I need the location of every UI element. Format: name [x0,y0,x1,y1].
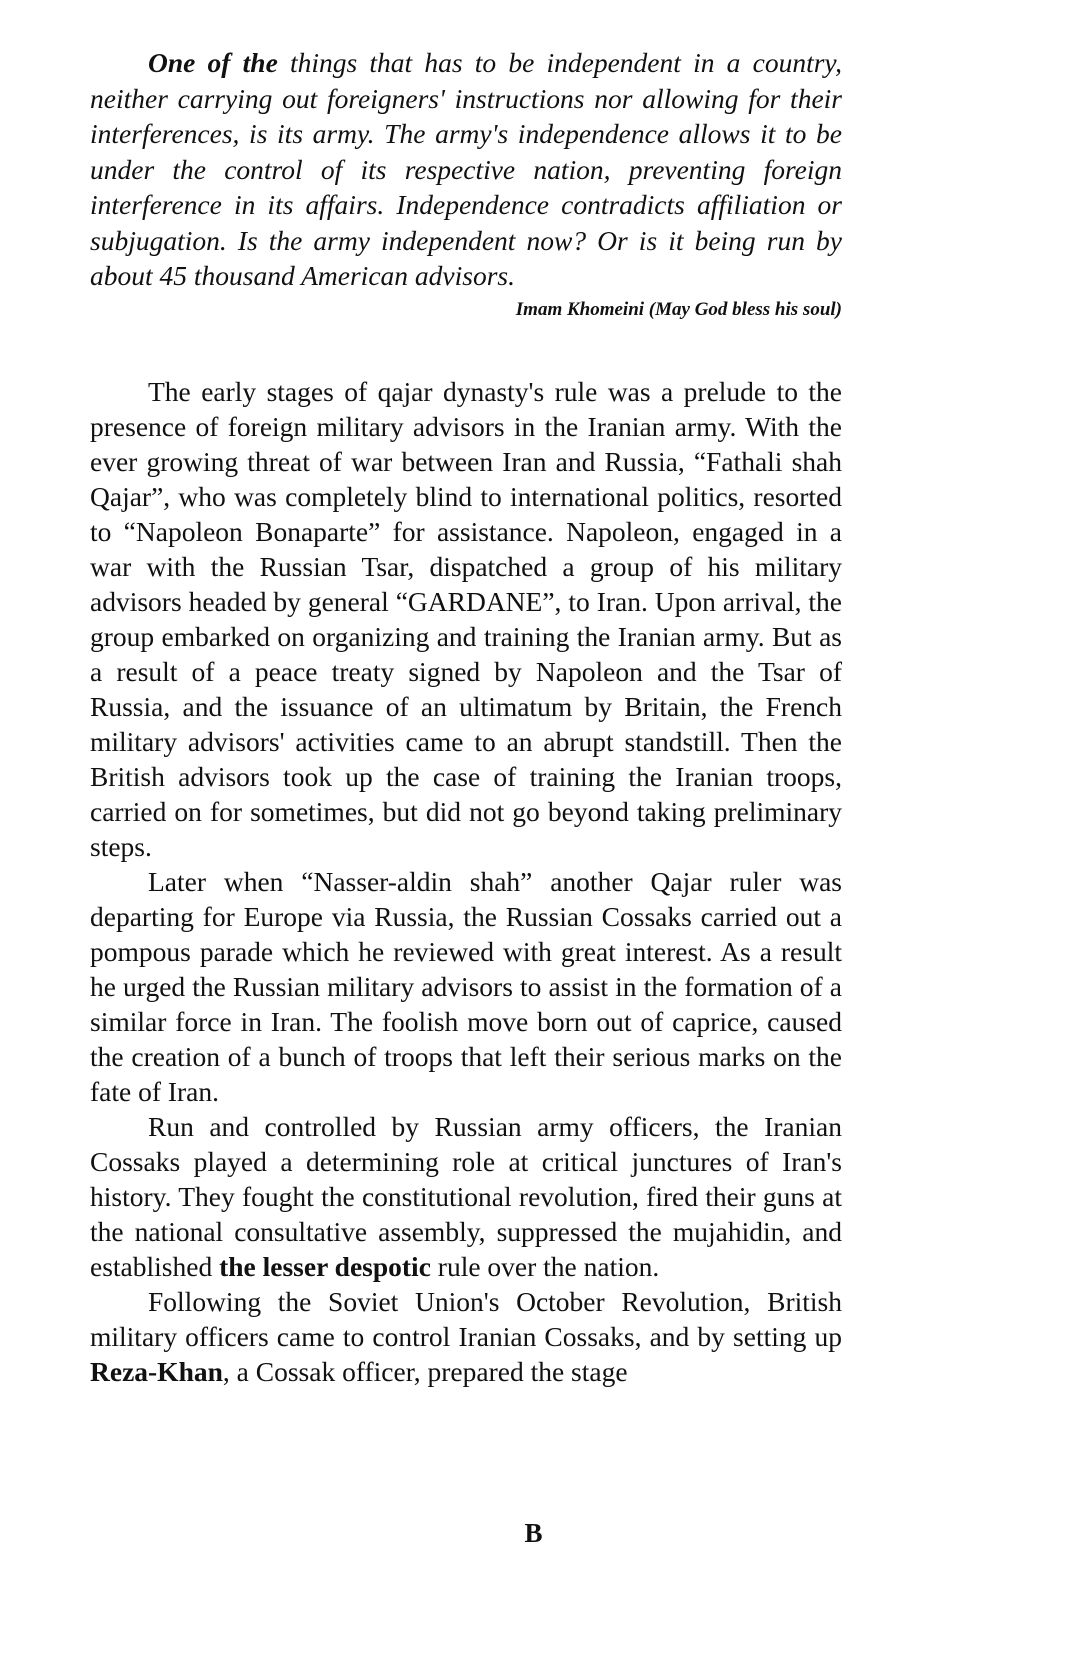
epigraph-attribution: Imam Khomeini (May God bless his soul) [515,298,842,320]
paragraph-1: The early stages of qajar dynasty's rule was a prelude to the presence of foreign military advisors in the Iranian army. With the ever growing threat of war between Iran and Russia, “Fathali shah Qajar”, who was completely blind to international politics, resorted to “Napoleon Bonaparte” for assistance. Napoleon, engaged in a war with the Russian Tsar, dispatched a group of his military advisors headed by general “GARDANE”, to Iran. Upon arrival, the group embarked on organizing and training the Iranian army. But as a result of a peace treaty signed by Napoleon and the Tsar of Russia, and the issuance of an ultimatum by Britain, the French military advisors' activities came to an abrupt standstill. Then the British advisors took up the case of training the Iranian troops, carried on for sometimes, but did not go beyond taking preliminary steps. [90,375,842,862]
paragraph-4 [90,1284,842,1389]
paragraph-2: Later when “Nasser-aldin shah” another Qajar ruler was departing for Europe via Russia, the Russian Cossaks carried out a pompous parade which he reviewed with great interest. As a result he urged the Russian military advisors to assist in the formation of a similar force in Iran. The foolish move born out of caprice, caused the creation of a bunch of troops that left their serious marks on the fate of Iran. [90,865,842,1107]
paragraph-3 [90,1109,842,1284]
epigraph-lead: One of the [148,47,278,78]
paragraph-3-text-b: rule over the nation. [430,1250,660,1282]
document-page [90,45,842,1389]
paragraph-4-text-b: , a Cossak officer, prepared the stage [222,1355,628,1387]
body-text [90,374,842,1389]
paragraph-3-bold: the lesser despotic [219,1250,431,1282]
epigraph-text: things that has to be independent in a country, neither carrying out foreigners' instructions nor allowing for their interferences, is its army. The army's independence allows it to be under the control of its respective nation, preventing foreign interference in its affairs. Independence contradicts affiliation or subjugation. Is the army independent now? Or is it being run by about 45 thousand American advisors. [90,47,842,291]
page-marker: B [524,1518,543,1548]
epigraph-quote [90,45,842,294]
paragraph-4-text-a: Following the Soviet Union's October Revolution, British military officers came to control Iranian Cossaks, and by setting up [90,1285,842,1352]
paragraph-4-bold: Reza-Khan [90,1355,223,1387]
paragraph-3-text-a: Run and controlled by Russian army officers, the Iranian Cossaks played a determining role at critical junctures of Iran's history. They fought the constitutional revolution, fired their guns at the national consultative assembly, suppressed the mujahidin, and established [90,1110,842,1282]
